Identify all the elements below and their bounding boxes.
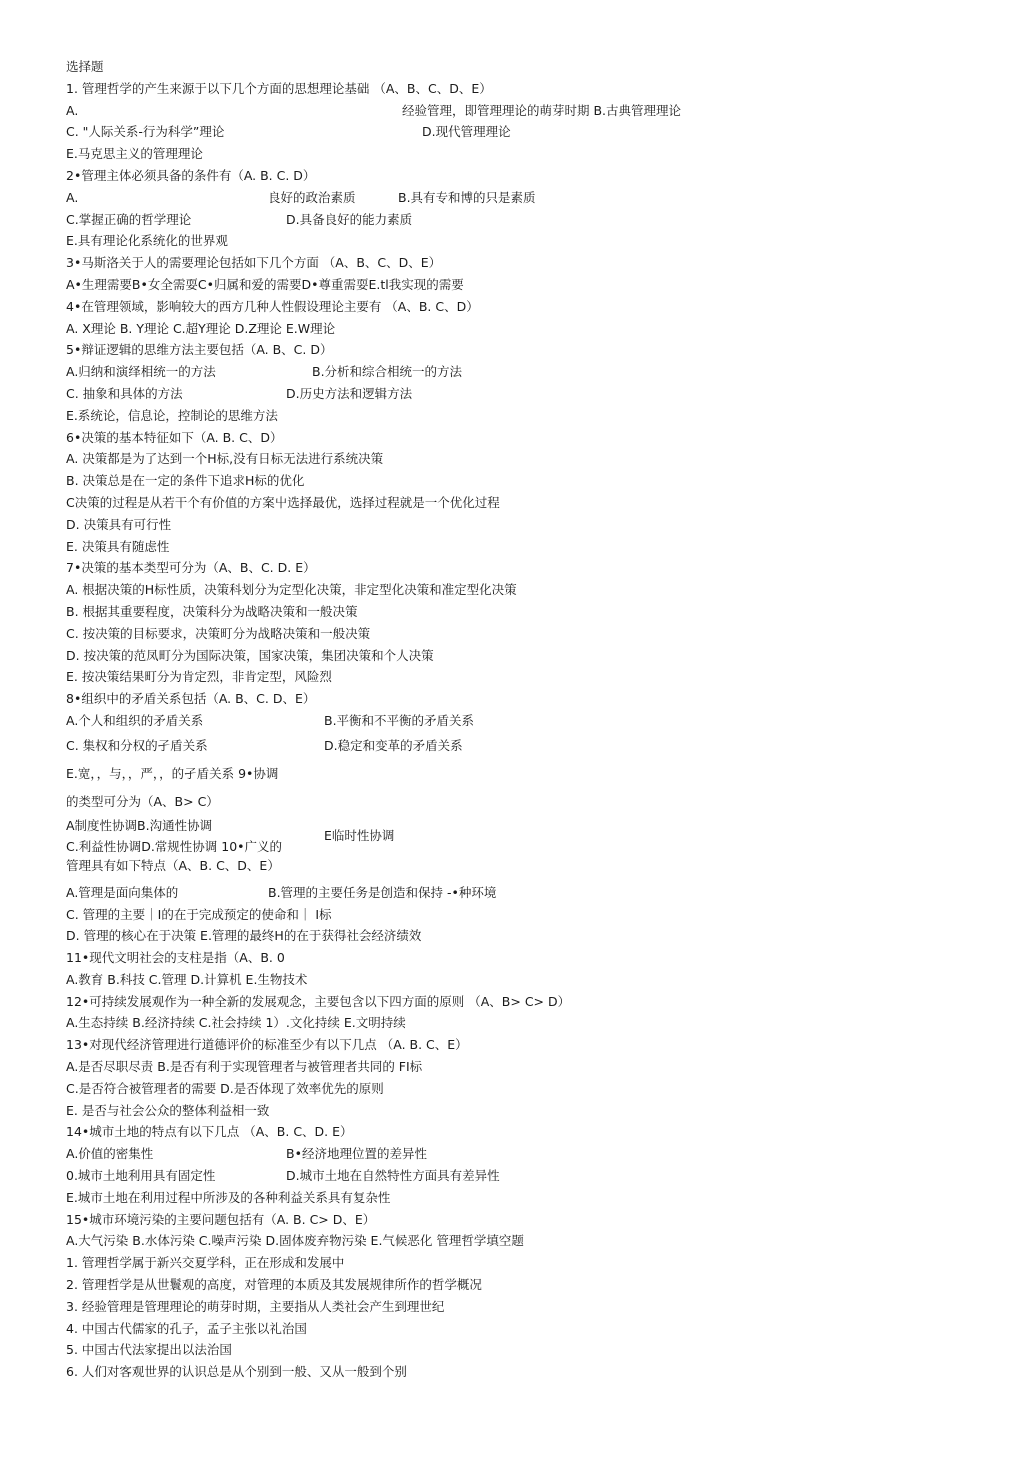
text-line: D. 管理的核心在于决策 E.管理的最终H的在于获得社会经济绩效 [66,928,422,944]
text-line: C. "人际关系-行为科学”理论 D.现代管理理论 [66,124,511,140]
text-line: 12•可持续发展观作为一种全新的发展观念，主要包含以下四方面的原则 （A、B> C> D） [66,993,571,1009]
section-title: 选择题 [66,59,104,74]
text-line: 15•城市环境污染的主要问题包括有（A. B. C> D、E） [66,1211,376,1227]
text-line: 3•马斯洛关于人的需要理论包括如下几个方面 （A、B、C、D、E） [66,255,442,271]
text-line: 的类型可分为（A、B> C） [66,793,219,809]
text-line: A•生理需要B•女全需耍C•归属和爱的需要D•尊重需耍E.tl我实现的需要 [66,276,464,292]
text-line: 11•现代文明社会的支柱是指（A、B. 0 [66,950,285,966]
text-line: A.归纳和演绎相统一的方法 B.分析和综合相统一的方法 [66,364,463,380]
text-line: B. 决策总是在一定的条件下追求H标的优化 [66,473,305,489]
text-line: E.系统论，信息论，控制论的思维方法 [66,407,278,423]
text-line: A. 决策都是为了达到一个H标,没有日标无法进行系统决策 [66,451,384,467]
text-line: A.管理是面向集体的 B.管理的主要任务是创造和保持 -•种环境 [66,884,497,900]
text-line: 4. 中国古代儒家的孔子，孟子主张以礼治国 [66,1320,307,1336]
text-line: A. 根据决策的H标性质，决策科划分为定型化决策，非定型化决策和准定型化决策 [66,582,517,598]
text-line: E. 按决策结果町分为肯定烈，非肯定型，风险烈 [66,669,332,685]
text-line: 6•决策的基本特征如下（A. B. C、D） [66,429,283,445]
text-line: 14•城市土地的特点有以下几点 （A、B. C、D. E） [66,1124,353,1140]
text-line: 5•辩证逻辑的思维方法主要包括（A. B、C. D） [66,342,333,358]
text-line: A.大气污染 B.水体污染 C.噪声污染 D.固体废弃物污染 E.气候恶化 管理哲学填空题 [66,1233,524,1249]
text-line: 5. 中国古代法家提出以法治国 [66,1342,232,1358]
text-line: 8•组织中的矛盾关系包括（A. B、C. D、E） [66,691,316,707]
text-line: C.是否符合被管理者的需要 D.是否体现了效率优先的原则 [66,1080,384,1096]
text-line: A. 良好的政治素质 B.具有专和博的只是素质 [66,189,536,205]
text-block: A制度性协调B.沟通性协调 E临时性协调 C.利益性协调D.常规性协调 10•广义的 管理具有如下特点（A、B. C、D、E） [66,817,395,873]
text-line: E.马克思主义的管理理论 [66,146,203,162]
text-line: 2•管理主体必须具备的条件有（A. B. C. D） [66,167,316,183]
text-line: A. 经验管理，即管理理论的萌芽时期 B.古典管理理论 [66,102,682,118]
text-line: 4•在管理领域，影响较大的西方几种人性假设理论主要有 （A、B. C、D） [66,298,479,314]
text-line: D. 按决策的范凤町分为国际决策，国家决策，集团决策和个人决策 [66,647,434,663]
text-line: C. 集权和分权的孑盾关系 D.稳定和变革的矛盾关系 [66,737,463,753]
text-line: 1. 管理哲学的产生来源于以下几个方面的思想理论基础 （A、B、C、D、E） [66,80,492,96]
text-line: 7•决策的基本类型可分为（A、B、C. D. E） [66,560,316,576]
text-line: 3. 经验管理是管理理论的萌芽时期，主要指从人类社会产生到理世纪 [66,1298,445,1314]
text-line: C决策的过程是从若干个有价值的方案屮选择最优，选择过程就是一个优化过程 [66,494,500,510]
document-page [66,56,966,1383]
text-line: A.价值的密集性 B•经济地理位置的差异性 [66,1146,427,1162]
text-line: E.宽，，与，，严，，的孑盾关系 9•协调 [66,765,279,781]
text-line: D. 决策具有可行性 [66,516,172,532]
text-line: C. 抽象和具体的方法 D.历史方法和逻辑方法 [66,385,413,401]
text-line: E. 是否与社会公众的整体利益相一致 [66,1102,270,1118]
text-line: B. 根据其重要程度，决策科分为战略决策和一般决策 [66,603,358,619]
text-line: A.个人和组织的矛盾关系 B.平衡和不平衡的矛盾关系 [66,712,475,728]
text-line: C. 按决策的目标要求，决策町分为战略决策和一般决策 [66,625,371,641]
text-line: E.城市土地在利用过程中所涉及的各种利益关系具有复杂性 [66,1189,391,1205]
text-line: E.具有理论化系统化的世界观 [66,233,228,249]
text-line: 13•对现代经济管理进行道德评价的标准至少有以下几点 （A. B. C、E） [66,1037,468,1053]
text-line: A.是否尽职尽责 B.是否有利于实现管理者与被管理者共同的 FI标 [66,1059,423,1075]
text-line: 1. 管理哲学属于新兴交夏学科，正在形成和发展中 [66,1255,345,1271]
text-line: A.教育 B.科技 C.管理 D.计算机 E.生物技术 [66,971,308,987]
text-line: C. 管理的主要｜I的在于完成预定的使命和｜ I标 [66,906,332,922]
text-line: C.掌握正确的哲学理论 D.具备良好的能力素质 [66,211,413,227]
text-line: A.生态持续 B.经济持续 C.社会持续 1）.文化持续 E.文明持续 [66,1015,406,1031]
text-line: 0.城市土地利用具有固定性 D.城市土地在自然特性方面具有差异性 [66,1168,500,1184]
text-line: 2. 管理哲学是从世鬟观的高度，对管理的本质及其发展规律所作的哲学概况 [66,1277,482,1293]
text-line: 6. 人们对客观世界的认识总是从个别到一般、又从一般到个别 [66,1364,407,1380]
text-line: A. X理论 B. Y理论 C.超Y理论 D.Z理论 E.W理论 [66,320,336,336]
text-line: E. 决策具有随虑性 [66,538,170,554]
